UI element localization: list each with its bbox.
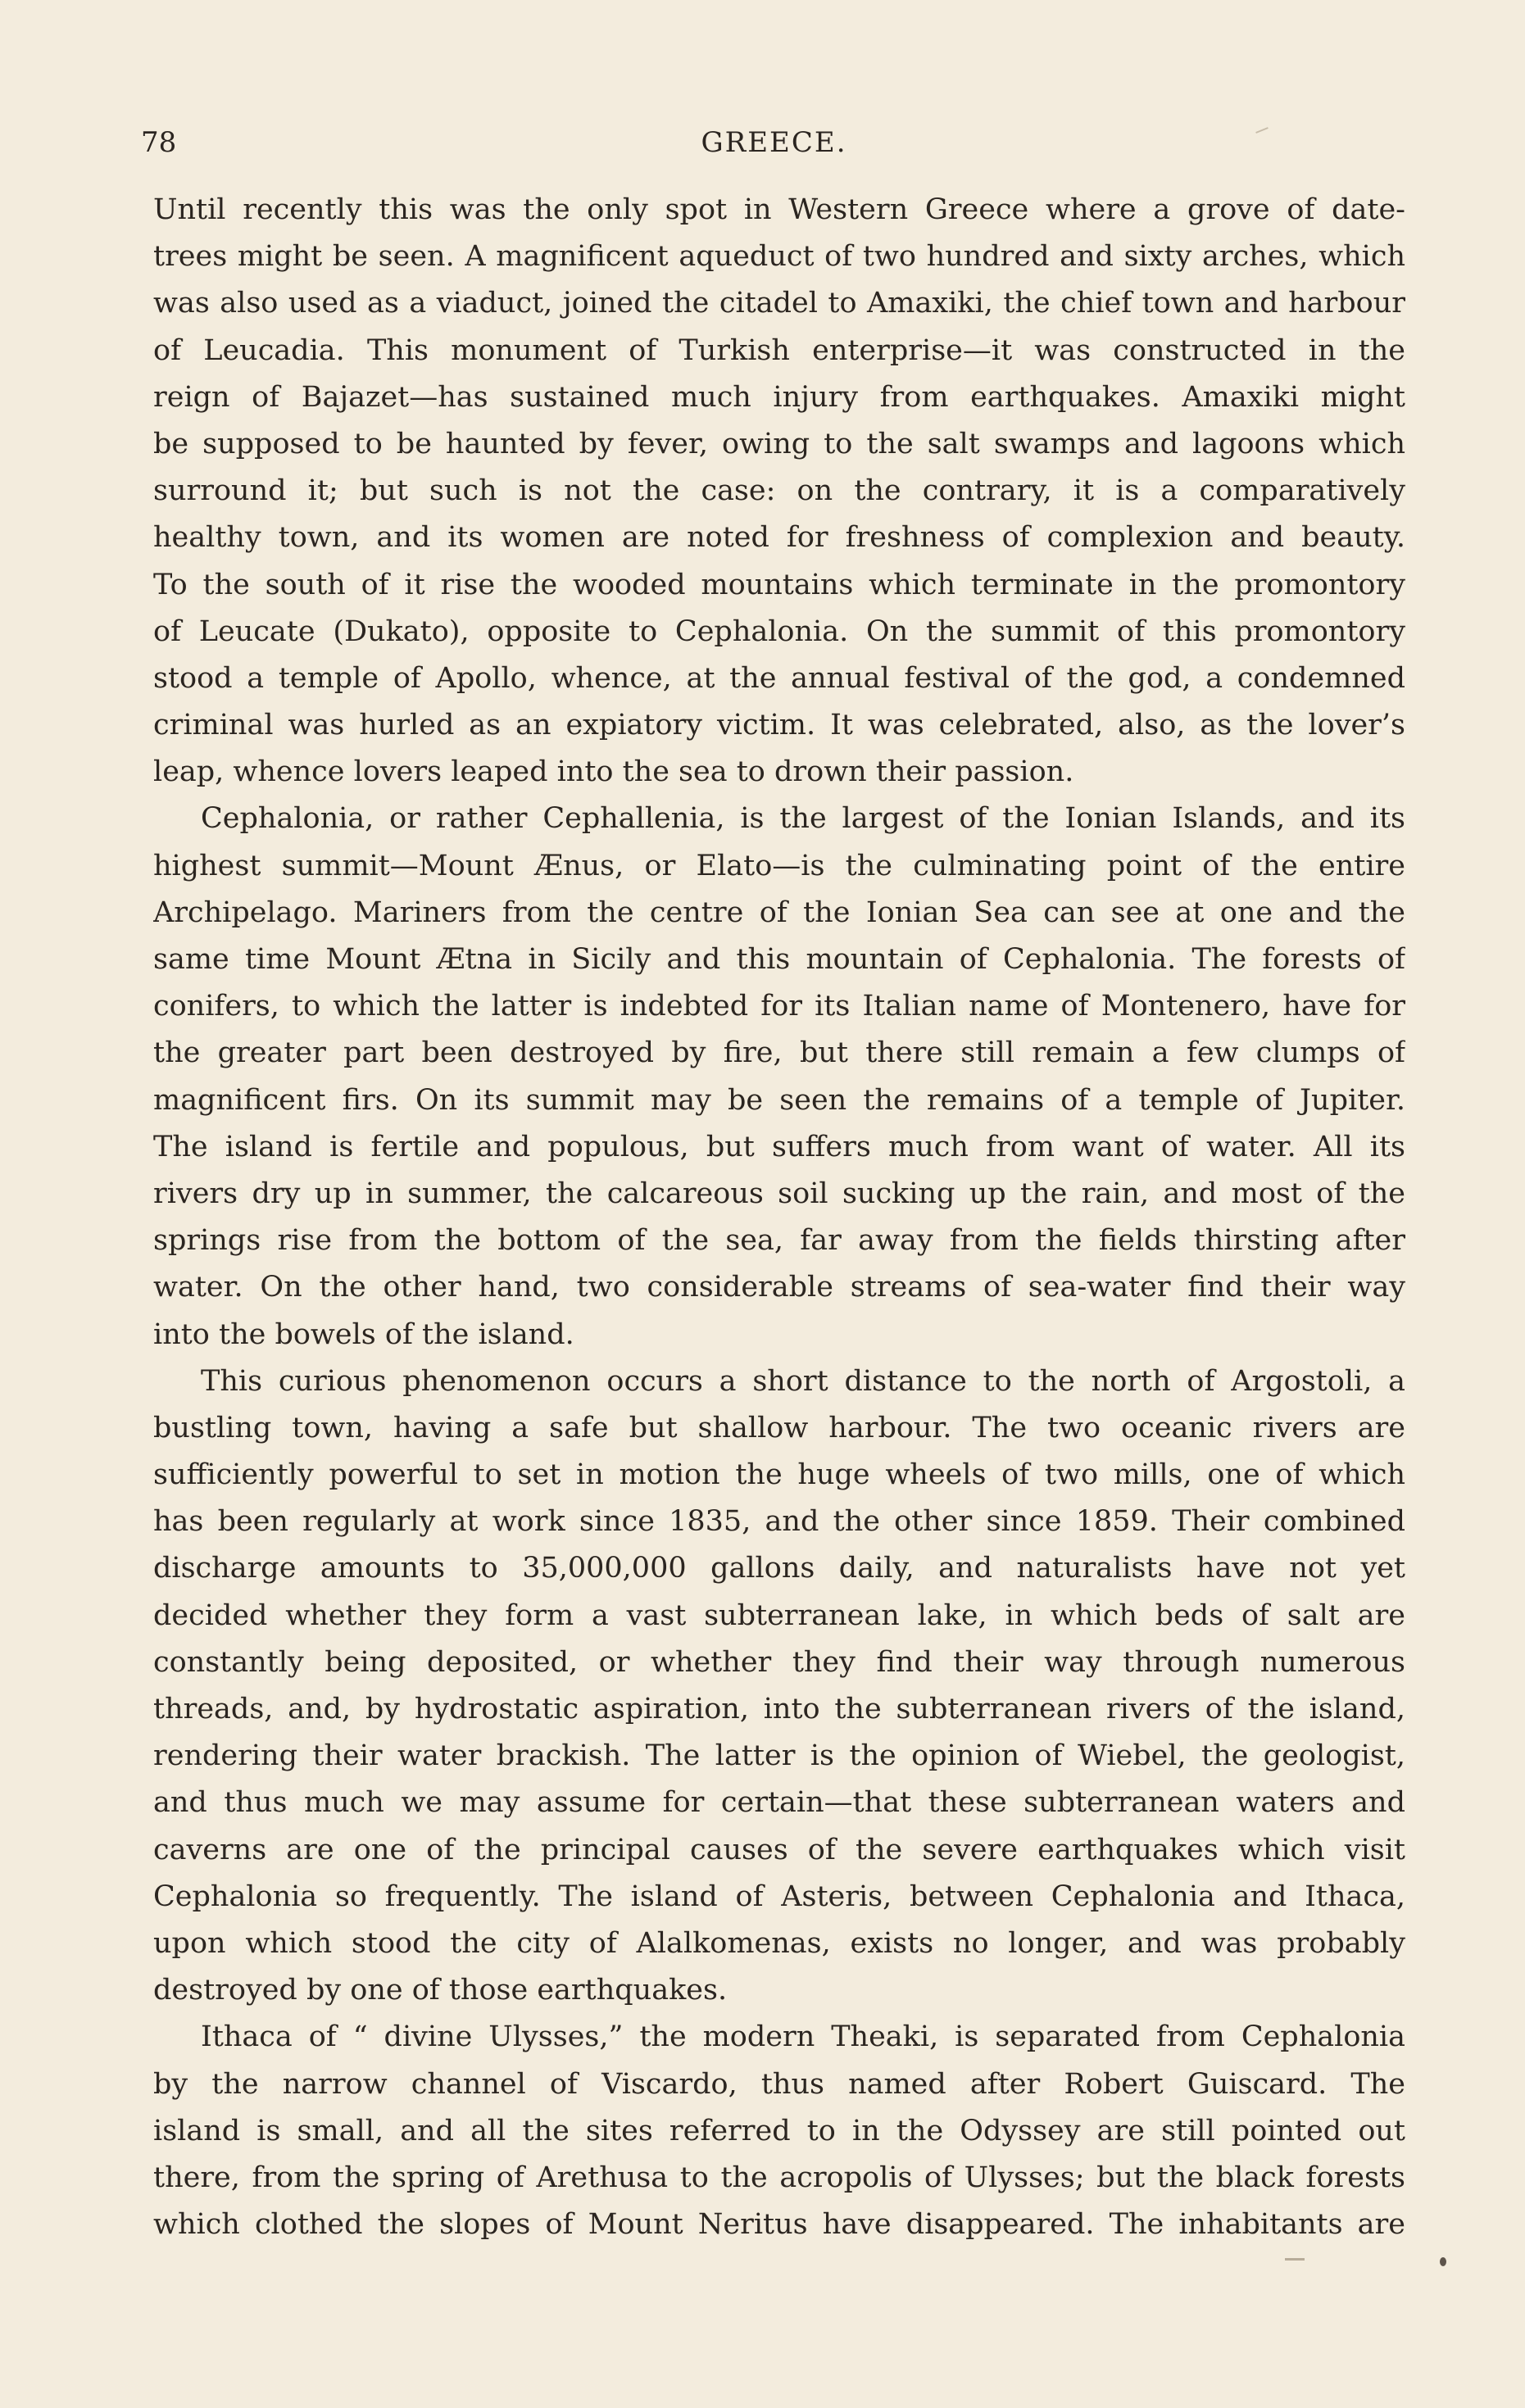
- text-line: by the narrow channel of Viscardo, thus named after Robert Guiscard. The: [153, 2067, 1405, 2101]
- text-line: Cephalonia so frequently. The island of Asteris, between Cephalonia and Ithaca,: [153, 1880, 1405, 1913]
- text-line: healthy town, and its women are noted for freshness of complexion and beauty.: [153, 521, 1405, 555]
- text-line: decided whether they form a vast subterranean lake, in which beds of salt are: [153, 1599, 1405, 1632]
- text-line: same time Mount Ætna in Sicily and this mountain of Cephalonia. The forests of: [153, 943, 1405, 976]
- text-line: of Leucate (Dukato), opposite to Cephalonia. On the summit of this promontory: [153, 614, 1405, 648]
- text-line: bustling town, having a safe but shallow harbour. The two oceanic rivers are: [153, 1411, 1405, 1444]
- body-text: [153, 187, 1405, 2248]
- text-line: has been regularly at work since 1835, and the other since 1859. Their combined: [153, 1505, 1405, 1539]
- running-head: [141, 120, 1407, 166]
- text-line: stood a temple of Apollo, whence, at the annual festival of the god, a condemned: [153, 661, 1405, 695]
- text-line: water. On the other hand, two considerable streams of sea-water find their way: [153, 1271, 1405, 1304]
- text-line: of Leucadia. This monument of Turkish enterprise—it was constructed in the: [153, 333, 1405, 367]
- text-line: highest summit—Mount Ænus, or Elato—is the culminating point of the entire: [153, 849, 1405, 882]
- text-line: caverns are one of the principal causes of the severe earthquakes which visit: [153, 1833, 1405, 1866]
- text-line: rivers dry up in summer, the calcareous soil sucking up the rain, and most of the: [153, 1177, 1405, 1210]
- text-line: Archipelago. Mariners from the centre of the Ionian Sea can see at one and the: [153, 896, 1405, 929]
- text-line: constantly being deposited, or whether they find their way through numerous: [153, 1645, 1405, 1679]
- text-line: springs rise from the bottom of the sea, far away from the fields thirsting after: [153, 1224, 1405, 1258]
- paragraph-first-line: This curious phenomenon occurs a short distance to the north of Argostoli, a: [201, 1364, 1405, 1398]
- text-line: rendering their water brackish. The latter is the opinion of Wiebel, the geologist,: [153, 1739, 1405, 1773]
- text-line: To the south of it rise the wooded mountains which terminate in the promontory: [153, 568, 1405, 601]
- text-line: criminal was hurled as an expiatory victim. It was celebrated, also, as the lover’s: [153, 709, 1405, 742]
- running-title: GREECE.: [701, 126, 847, 159]
- text-line: island is small, and all the sites referred to in the Odyssey are still pointed out: [153, 2114, 1405, 2147]
- paragraph-end-line: leap, whence lovers leaped into the sea to drown their passion.: [153, 755, 1074, 789]
- paragraph-end-line: into the bowels of the island.: [153, 1317, 574, 1351]
- text-line: magnificent firs. On its summit may be seen the remains of a temple of Jupiter.: [153, 1083, 1405, 1117]
- page-speck: [1285, 2258, 1305, 2261]
- text-line: the greater part been destroyed by fire, but there still remain a few clumps of: [153, 1036, 1405, 1070]
- text-line: upon which stood the city of Alalkomenas, exists no longer, and was probably: [153, 1926, 1405, 1960]
- text-line: there, from the spring of Arethusa to the acropolis of Ulysses; but the black forests: [153, 2161, 1405, 2194]
- text-line: Until recently this was the only spot in Western Greece where a grove of date-: [153, 193, 1405, 226]
- text-line: reign of Bajazet—has sustained much injury from earthquakes. Amaxiki might: [153, 380, 1405, 414]
- text-line: discharge amounts to 35,000,000 gallons daily, and naturalists have not yet: [153, 1552, 1405, 1585]
- page-number: 78: [141, 126, 177, 159]
- text-line: threads, and, by hydrostatic aspiration, into the subterranean rivers of the island,: [153, 1693, 1405, 1726]
- text-line: be supposed to be haunted by fever, owing to the salt swamps and lagoons which: [153, 427, 1405, 460]
- text-line: was also used as a viaduct, joined the citadel to Amaxiki, the chief town and harbour: [153, 287, 1405, 320]
- text-line: conifers, to which the latter is indebted for its Italian name of Montenero, have for: [153, 990, 1405, 1023]
- text-line: surround it; but such is not the case: on the contrary, it is a comparatively: [153, 474, 1405, 508]
- text-line: trees might be seen. A magnificent aqueduct of two hundred and sixty arches, which: [153, 240, 1405, 274]
- paragraph-first-line: Ithaca of “ divine Ulysses,” the modern Theaki, is separated from Cephalonia: [201, 2020, 1405, 2054]
- text-line: sufficiently powerful to set in motion the huge wheels of two mills, one of which: [153, 1458, 1405, 1492]
- text-line: The island is fertile and populous, but suffers much from want of water. All its: [153, 1130, 1405, 1163]
- text-line: which clothed the slopes of Mount Neritus have disappeared. The inhabitants are: [153, 2208, 1405, 2242]
- text-line: and thus much we may assume for certain—that these subterranean waters and: [153, 1786, 1405, 1820]
- ink-spot: [1440, 2257, 1446, 2266]
- paragraph-first-line: Cephalonia, or rather Cephallenia, is the largest of the Ionian Islands, and its: [201, 802, 1405, 836]
- paragraph-end-line: destroyed by one of those earthquakes.: [153, 1974, 728, 2007]
